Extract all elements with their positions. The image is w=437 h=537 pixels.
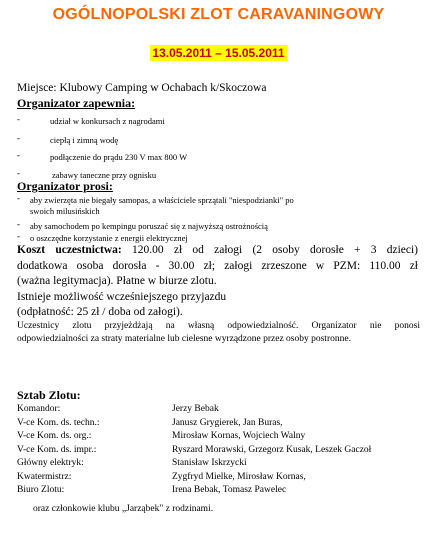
list-bullet: -: [17, 150, 20, 160]
list-item: zabawy taneczne przy ognisku: [52, 170, 157, 180]
list-bullet: -: [17, 168, 20, 178]
staff-role: Komandor:: [17, 404, 61, 414]
list-bullet: -: [17, 193, 20, 203]
staff-name: Stanisław Iskrzycki: [172, 458, 247, 468]
cost-label: Koszt uczestnictwa:: [17, 244, 122, 256]
list-bullet: -: [17, 231, 20, 241]
staff-name: Ryszard Morawski, Grzegorz Kusak, Leszek Gaczoł: [172, 445, 372, 455]
staff-name: Zygfryd Mielke, Mirosław Kornas,: [172, 472, 306, 482]
staff-role: V-ce Kom. ds. impr.:: [17, 445, 97, 455]
cost-line-1: [17, 244, 418, 256]
staff-name: Jerzy Bebak: [172, 404, 219, 414]
organizer-provides-heading: Organizator zapewnia:: [17, 96, 136, 110]
cost-line-2: dodatkowa osoba dorosła - 30.00 zł; załogi zrzeszone w PZM: 110.00 zł: [17, 260, 418, 272]
staff-role: Biuro Zlotu:: [17, 485, 65, 495]
organizer-asks-heading: Organizator prosi:: [17, 179, 113, 193]
disclaimer-line-2: odpowiedzialności za straty materialne lub cielesne wyrządzone przez osoby postronne.: [17, 334, 351, 344]
staff-heading: Sztab Zlotu:: [17, 388, 81, 402]
staff-role: V-ce Kom. ds. org.:: [17, 431, 92, 441]
list-item: o oszczędne korzystanie z energii elektrycznej: [30, 233, 188, 243]
staff-role: Główny elektryk:: [17, 458, 84, 468]
list-item: podłączenie do prądu 230 V max 800 W: [50, 152, 188, 162]
event-place: Miejsce: Klubowy Camping w Ochabach k/Skoczowa: [17, 82, 267, 94]
list-item: ciepłą i zimną wodę: [50, 135, 119, 145]
staff-name: Mirosław Kornas, Wojciech Walny: [172, 431, 306, 441]
list-item: udział w konkursach z nagrodami: [50, 116, 165, 126]
staff-role: V-ce Kom. ds. techn.:: [17, 418, 100, 428]
staff-name: Irena Bebak, Tomasz Pawelec: [172, 485, 287, 495]
event-dates: 13.05.2011 – 15.05.2011: [152, 46, 285, 60]
disclaimer-line-1: Uczestnicy zlotu przyjeżdżają na własną odpowiedzialność. Organizator nie ponosi: [17, 321, 420, 331]
page-title: OGÓLNOPOLSKI ZLOT CARAVANINGOWY: [52, 6, 385, 23]
list-item: aby zwierzęta nie biegały samopas, a właściciele sprzątali "niespodzianki" po: [30, 195, 294, 205]
list-bullet: -: [17, 133, 20, 143]
staff-footer: oraz członkowie klubu „Jarząbek" z rodzinami.: [33, 504, 214, 514]
cost-line-5: (odpłatność: 25 zł / doba od załogi).: [17, 306, 183, 318]
list-bullet: -: [17, 219, 20, 229]
list-item: aby samochodem po kempingu poruszać się z najwyższą ostrożnością: [30, 221, 268, 231]
cost-line-3: (ważna legitymacja). Płatne w biurze zlotu.: [17, 275, 217, 287]
list-bullet: -: [17, 114, 20, 124]
cost-value: 120.00 zł od załogi (2 osoby dorosłe + 3 dzieci): [132, 244, 419, 256]
staff-role: Kwatermistrz:: [17, 472, 72, 482]
event-dates-container: [0, 44, 437, 62]
cost-line-4: Istnieje możliwość wcześniejszego przyjazdu: [17, 291, 227, 303]
staff-name: Janusz Grygierek, Jan Buras,: [172, 418, 283, 428]
list-item-continuation: swoich milusińskich: [30, 206, 100, 216]
